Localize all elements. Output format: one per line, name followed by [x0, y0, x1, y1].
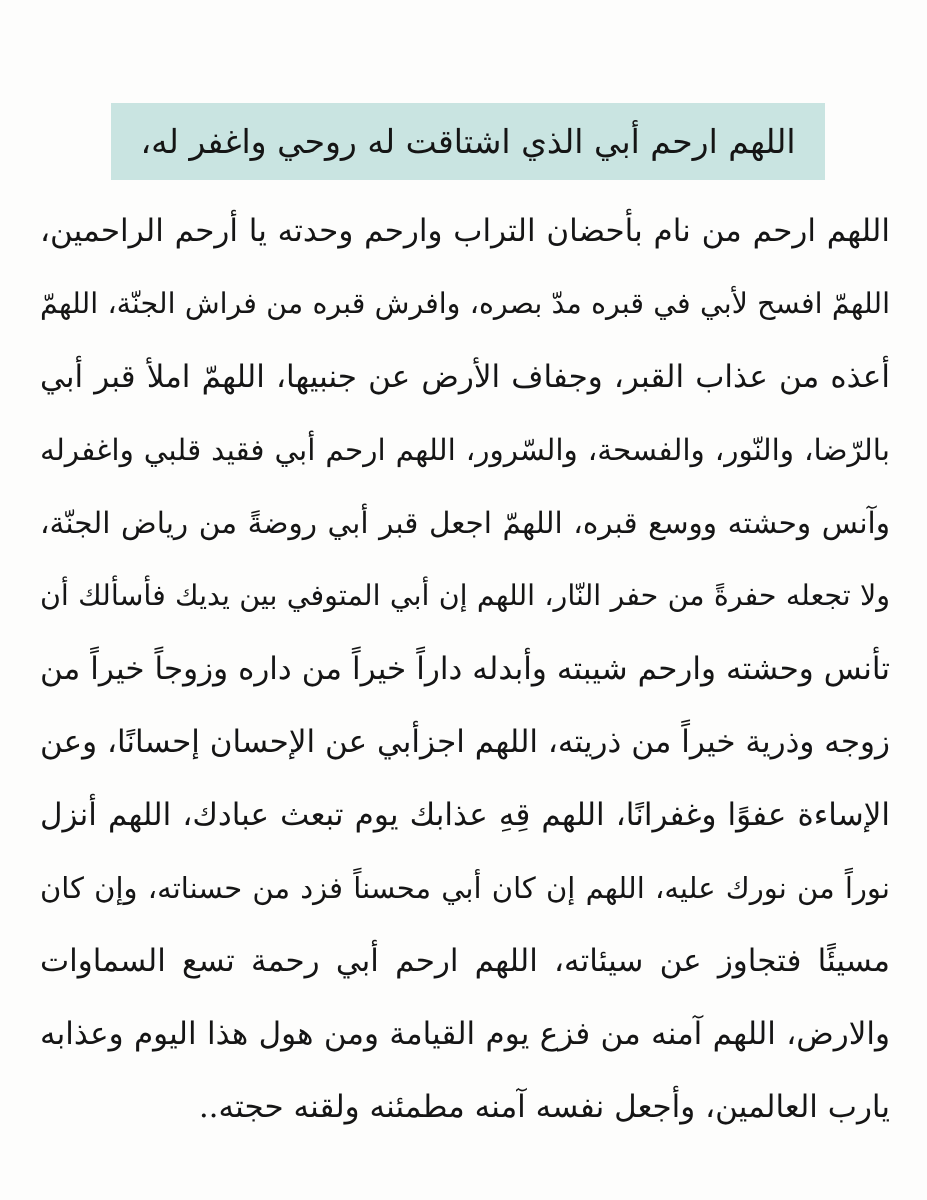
text-line — [40, 851, 890, 924]
text-line-content: ولا تجعله حفرةً من حفر النّار، اللهم إن أبي المتوفي بين يديك فأسألك أن — [40, 579, 890, 612]
text-line-content: تأنس وحشته وارحم شيبته وأبدله داراً خيراً من داره وزوجاً خيراً من — [40, 650, 890, 687]
text-line-content: اللهمّ افسح لأبي في قبره مدّ بصره، وافرش قبره من فراش الجنّة، اللهمّ — [40, 287, 890, 320]
text-line — [40, 340, 890, 413]
text-line-content: وآنس وحشته ووسع قبره، اللهمّ اجعل قبر أبي روضةً من رياض الجنّة، — [40, 505, 890, 540]
text-line-content: نوراً من نورك عليه، اللهم إن كان أبي محسناً فزد من حسناته، وإن كان — [40, 870, 890, 905]
page-title: اللهم ارحم أبي الذي اشتاقت له روحي واغفر له، — [140, 122, 796, 161]
title-banner — [111, 103, 825, 180]
text-line-content: أعذه من عذاب القبر، وجفاف الأرض عن جنبيها، اللهمّ املأ قبر أبي — [40, 358, 890, 395]
text-line — [40, 267, 890, 340]
text-line-content: يارب العالمين، وأجعل نفسه آمنه مطمئنه ولقنه حجته.. — [198, 1088, 890, 1125]
text-line — [40, 997, 890, 1070]
text-line-content: والارض، اللهم آمنه من فزع يوم القيامة ومن هول هذا اليوم وعذابه — [40, 1015, 890, 1052]
text-line-content: الإساءة عفوًا وغفرانًا، اللهم قِهِ عذابك يوم تبعث عبادك، اللهم أنزل — [40, 796, 890, 833]
text-line-content: اللهم ارحم من نام بأحضان التراب وارحم وحدته يا أرحم الراحمين، — [40, 212, 890, 249]
text-line — [40, 632, 890, 705]
text-line — [40, 778, 890, 851]
text-line — [40, 924, 890, 997]
text-line — [40, 559, 890, 632]
prayer-body — [40, 194, 890, 1143]
text-line-content: زوجه وذرية خيراً من ذريته، اللهم اجزأبي عن الإحسان إحسانًا، وعن — [40, 723, 890, 760]
text-line-content: بالرّضا، والنّور، والفسحة، والسّرور، اللهم ارحم أبي فقيد قلبي واغفرله — [40, 432, 890, 467]
text-line — [40, 413, 890, 486]
text-line-content: مسيئًا فتجاوز عن سيئاته، اللهم ارحم أبي رحمة تسع السماوات — [40, 942, 890, 979]
text-line — [40, 1070, 890, 1143]
text-line — [40, 194, 890, 267]
text-line — [40, 705, 890, 778]
text-line — [40, 486, 890, 559]
